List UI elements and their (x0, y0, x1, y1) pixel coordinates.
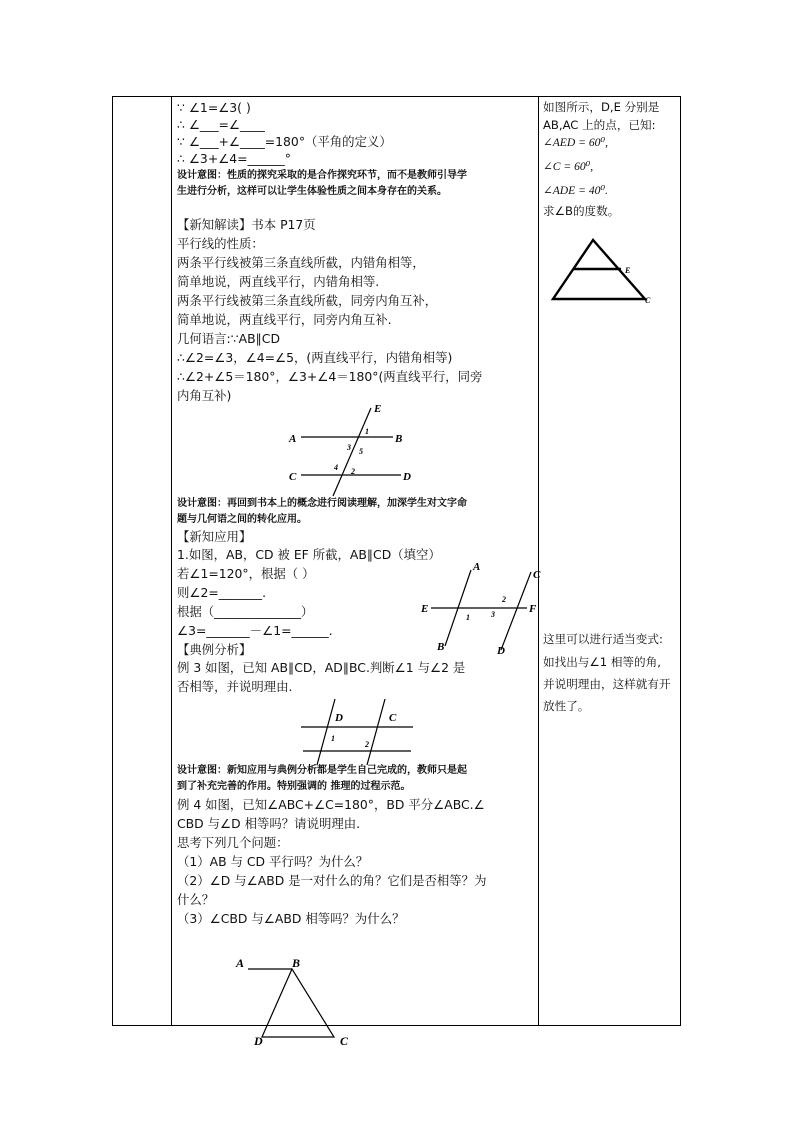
text-line: 简单地说，两直线平行，内错角相等. (177, 274, 380, 289)
design-intent: 设计意图：再回到书本上的概念进行阅读理解，加深学生对文字命 (177, 498, 467, 509)
angle-2: 2 (365, 740, 369, 749)
transversal-figure (421, 562, 541, 656)
note-line: 这里可以进行适当变式: (543, 632, 663, 646)
section-header: 【新知应用】 (177, 529, 252, 544)
question-line: 根据（______________） (177, 604, 314, 619)
parallelogram-figure (297, 695, 417, 765)
note-line: ∠AED = 60⁰, (543, 136, 609, 149)
example-line: 例 3 如图，已知 AB∥CD，AD∥BC.判断∠1 与∠2 是 (177, 660, 466, 675)
angle-1: 1 (331, 734, 335, 743)
example-line: （1）AB 与 CD 平行吗？为什么？ (177, 854, 369, 869)
note-line: ∠C = 60⁰, (543, 160, 594, 173)
note-line: 如图所示，D,E 分别是 (543, 100, 660, 114)
text-line: 两条平行线被第三条直线所截，内错角相等， (177, 255, 425, 270)
text-line: 平行线的性质： (177, 236, 264, 251)
angle-1: 1 (466, 613, 470, 622)
label-b: B (437, 641, 445, 653)
angle-2: 2 (502, 595, 506, 604)
example-line: 思考下列几个问题： (177, 835, 289, 850)
column-divider (171, 97, 172, 1025)
text-line: ∴∠2=∠3，∠4=∠5，(两直线平行，内错角相等) (177, 350, 453, 365)
example-line: 例 4 如图，已知∠ABC+∠C=180°，BD 平分∠ABC.∠ (177, 797, 485, 812)
label-e: E (421, 603, 429, 615)
label-e: E (625, 266, 631, 275)
label-c: C (340, 1034, 349, 1048)
label-a: A (289, 433, 297, 445)
angle-5: 5 (359, 447, 363, 456)
text-line: 简单地说，两直线平行，同旁内角互补. (177, 312, 392, 327)
lesson-table (112, 96, 681, 1026)
text-line: 几何语言:∵AB∥CD (177, 331, 280, 346)
example-line: 什么？ (177, 892, 215, 907)
question-line: ∠3=_______－∠1=______. (177, 623, 333, 638)
angle-1: 1 (365, 427, 369, 436)
design-intent: 生进行分析，这样可以让学生体验性质之间本身存在的关系。 (177, 186, 447, 197)
step-line: ∵ ∠___+∠____=180°（平角的定义） (177, 134, 392, 149)
step-line: ∴ ∠___=∠____ (177, 117, 265, 132)
angle-3: 3 (491, 610, 495, 619)
question-line: 1.如图，AB，CD 被 EF 所截，AB∥CD（填空） (177, 547, 441, 562)
question-line: 若∠1=120°，根据（ ） (177, 566, 315, 581)
step-line: ∵ ∠1=∠3( ) (177, 100, 251, 115)
note-line: AB,AC 上的点，已知: (543, 118, 656, 132)
label-c: C (289, 471, 297, 483)
design-intent: 设计意图：新知应用与典例分析都是学生自己完成的，教师只是起 (177, 765, 467, 776)
label-e: E (374, 403, 382, 415)
label-d: D (403, 471, 411, 483)
triangle-figure (549, 235, 649, 305)
label-c: C (645, 296, 651, 305)
example-line: CBD 与∠D 相等吗？请说明理由. (177, 816, 361, 831)
note-line: 求∠B的度数。 (543, 204, 620, 218)
label-a: A (473, 561, 481, 573)
angle-2: 2 (351, 467, 355, 476)
text-line: 内角互补) (177, 388, 232, 403)
example-line: （2）∠D 与∠ABD 是一对什么的角？它们是否相等？为 (177, 873, 487, 888)
label-d: D (254, 1034, 263, 1048)
note-line: 放性了。 (543, 699, 590, 713)
label-f: F (529, 603, 537, 615)
design-intent: 题与几何语之间的转化应用。 (177, 514, 307, 525)
note-line: ∠ADE = 40⁰. (543, 184, 609, 197)
design-intent: 到了补充完善的作用。特别强调的 推理的过程示范。 (177, 781, 411, 792)
note-line: 并说明理由，这样就有开 (543, 677, 671, 691)
label-a: A (236, 956, 245, 970)
angle-3: 3 (347, 443, 351, 452)
label-b: B (395, 433, 403, 445)
angle-4: 4 (334, 463, 338, 472)
label-c: C (389, 712, 397, 724)
example-line: （3）∠CBD 与∠ABD 相等吗？为什么？ (177, 911, 405, 926)
triangle-bisector-figure (232, 953, 362, 1049)
note-line: 如找出与∠1 相等的角, (543, 655, 661, 669)
text-line: 两条平行线被第三条直线所截，同旁内角互补， (177, 293, 438, 308)
parallel-lines-figure (287, 400, 427, 498)
label-c: C (533, 569, 541, 581)
section-header: 【典例分析】 (177, 642, 252, 657)
label-b: B (292, 956, 301, 970)
text-line: ∴∠2+∠5＝180°，∠3+∠4＝180°(两直线平行，同旁 (177, 369, 483, 384)
design-intent: 设计意图：性质的探究采取的是合作探究环节，而不是教师引导学 (177, 170, 467, 181)
question-line: 则∠2=_______. (177, 585, 267, 600)
section-header: 【新知解读】书本 P17页 (177, 217, 316, 232)
example-line: 否相等，并说明理由. (177, 679, 293, 694)
label-d: D (497, 645, 505, 657)
step-line: ∴ ∠3+∠4=______° (177, 151, 291, 166)
column-divider (538, 97, 539, 1025)
label-d: D (335, 712, 343, 724)
